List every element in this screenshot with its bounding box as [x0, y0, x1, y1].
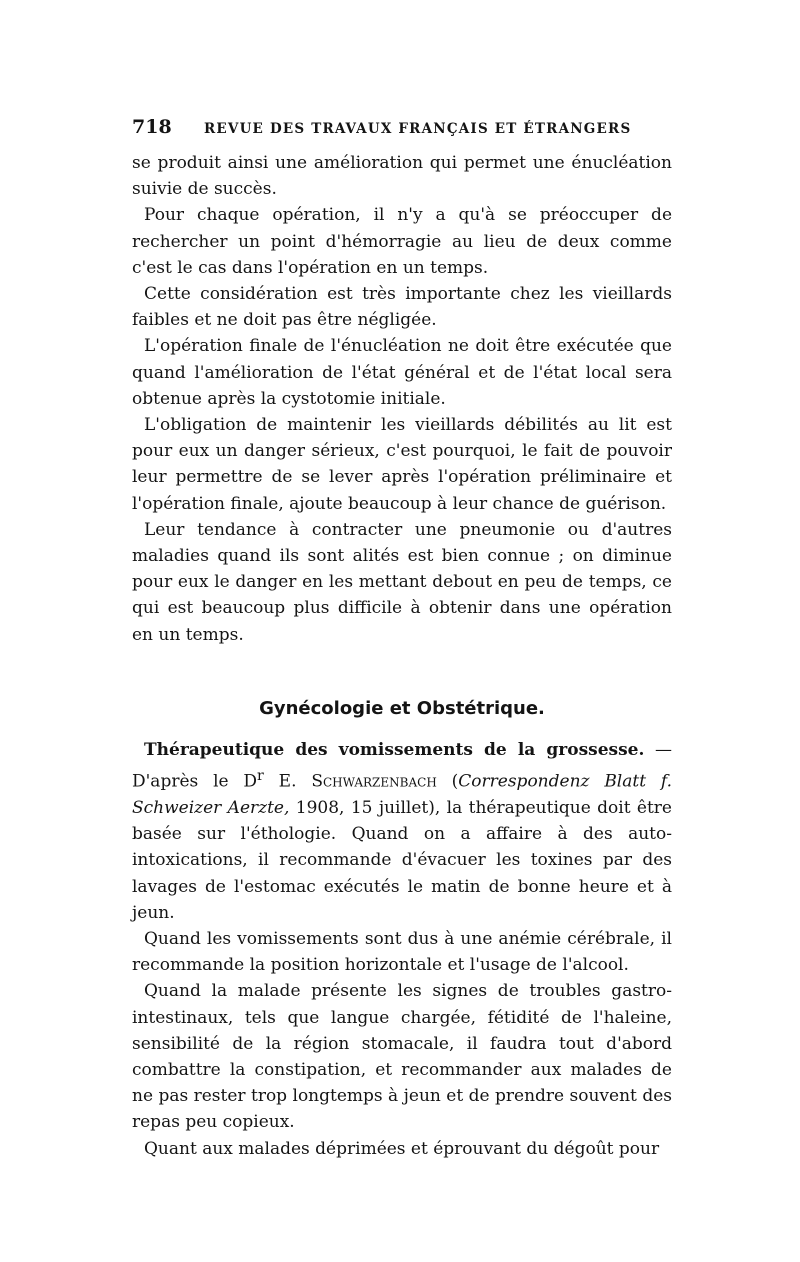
paragraph-4: L'opération finale de l'énucléation ne doit être exécutée que quand l'amélioration de l'état général et de l'état local sera obtenue après la cystotomie initiale. — [132, 336, 672, 409]
page — [132, 116, 672, 1162]
citation-rest: 1908, 15 juillet), la thérapeutique doit être basée sur l'éthologie. Quand on a affaire à des auto-intoxications, il recommande d'évacuer les toxines par des lavages de l'estomac exécutés le matin de bonne heure et à jeun. — [132, 797, 672, 923]
citation-open: ( — [436, 771, 459, 792]
page-number: 718 — [132, 116, 172, 138]
page-header — [132, 116, 672, 150]
section-heading: Gynécologie et Obstétrique. — [259, 697, 545, 719]
journal-name: Correspondenz Blatt f. Schweizer Aerzte, — [132, 771, 672, 818]
paragraph-3: Cette considération est très importante chez les vieillards faibles et ne doit pas être négligée. — [132, 284, 672, 331]
article-paragraph-3: Quand la malade présente les signes de troubles gastro-intestinaux, tels que langue chargée, fétidité de l'haleine, sensibilité de la région stomacale, il faudra tout d'abord combattre la constipation, et recommander aux malades de ne pas rester trop longtemps à jeun et de prendre souvent des repas peu copieux. — [132, 981, 672, 1133]
paragraph-5: L'obligation de maintenir les vieillards débilités au lit est pour eux un danger sérieux, c'est pourquoi, le fait de pouvoir leur permettre de se lever après l'opération préliminaire et l'opération finale, ajoute beaucoup à leur chance de guérison. — [132, 415, 672, 514]
author-name: E. Schwarzenbach — [263, 771, 437, 792]
article-intro — [132, 737, 672, 926]
intro-dash: — D'après le D — [132, 739, 673, 792]
article-paragraph-4: Quant aux malades déprimées et éprouvant du dégoût pour — [144, 1138, 660, 1159]
running-title: REVUE DES TRAVAUX FRANÇAIS ET ÉTRANGERS — [204, 121, 632, 137]
section-spacer — [132, 648, 672, 698]
article-paragraph-2: Quand les vomissements sont dus à une anémie cérébrale, il recommande la position horizontale et l'usage de l'alcool. — [132, 928, 672, 976]
paragraph-1: se produit ainsi une amélioration qui permet une énucléation suivie de succès. — [132, 153, 672, 200]
paragraph-6: Leur tendance à contracter une pneumonie ou d'autres maladies quand ils sont alités est bien connue ; on diminue pour eux le danger en les mettant debout en peu de temps, ce qui est beaucoup plus difficile à obtenir dans une opération en un temps. — [132, 519, 672, 645]
paragraph-2: Pour chaque opération, il n'y a qu'à se préoccuper de rechercher un point d'hémorragie au lieu de deux comme c'est le cas dans l'opération en un temps. — [132, 205, 672, 278]
dr-superscript: r — [257, 768, 264, 785]
article-title: Thérapeutique des vomissements de la grossesse. — [144, 739, 645, 760]
